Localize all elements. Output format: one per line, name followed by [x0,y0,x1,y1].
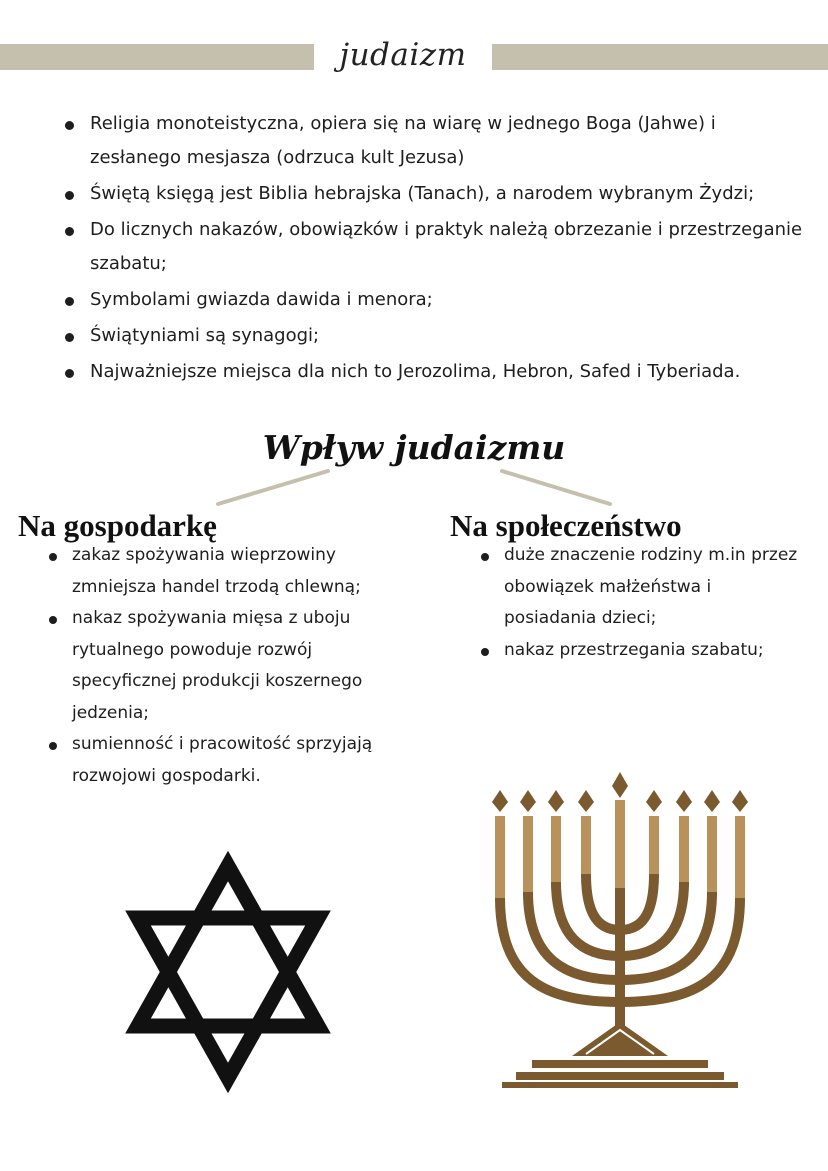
main-point-religion: Religia monoteistyczna, opiera się na wiarę w jednego Boga (Jahwe) i zesłanego mesjasza (odrzuca kult Jezusa) [56,107,806,175]
economy-heading: Na gospodarkę [18,508,217,543]
society-heading: Na społeczeństwo [450,508,682,543]
economy-points-list [46,540,376,792]
society-points-list [478,540,798,666]
main-point-holy-book: Świętą księgą jest Biblia hebrajska (Tanach), a narodem wybranym Żydzi; [56,177,806,211]
main-point-symbols: Symbolami gwiazda dawida i menora; [56,283,806,317]
page-title: judaizm [339,37,467,73]
main-point-temples: Świątyniami są synagogi; [56,319,806,353]
economy-point: zakaz spożywania wieprzowiny zmniejsza handel trzodą chlewną; [46,540,376,603]
influence-title: Wpływ judaizmu [262,428,566,467]
economy-point: nakaz spożywania mięsa z uboju rytualnego powoduje rozwój specyficznej produkcji koszernego jedzenia; [46,603,376,729]
header-bar-left [0,44,314,70]
society-point: nakaz przestrzegania szabatu; [478,635,798,667]
main-points-list [56,107,806,391]
menorah-icon [486,770,752,1088]
connector-line-right [502,471,610,504]
connector-line-left [218,471,328,504]
society-point: duże znaczenie rodziny m.in przez obowiązek małżeństwa i posiadania dzieci; [478,540,798,635]
header-bar-right [492,44,828,70]
main-point-places: Najważniejsze miejsca dla nich to Jerozolima, Hebron, Safed i Tyberiada. [56,355,806,389]
star-of-david-icon [122,850,334,1094]
main-point-practices: Do licznych nakazów, obowiązków i praktyk należą obrzezanie i przestrzeganie szabatu; [56,213,806,281]
economy-point: sumienność i pracowitość sprzyjają rozwojowi gospodarki. [46,729,376,792]
